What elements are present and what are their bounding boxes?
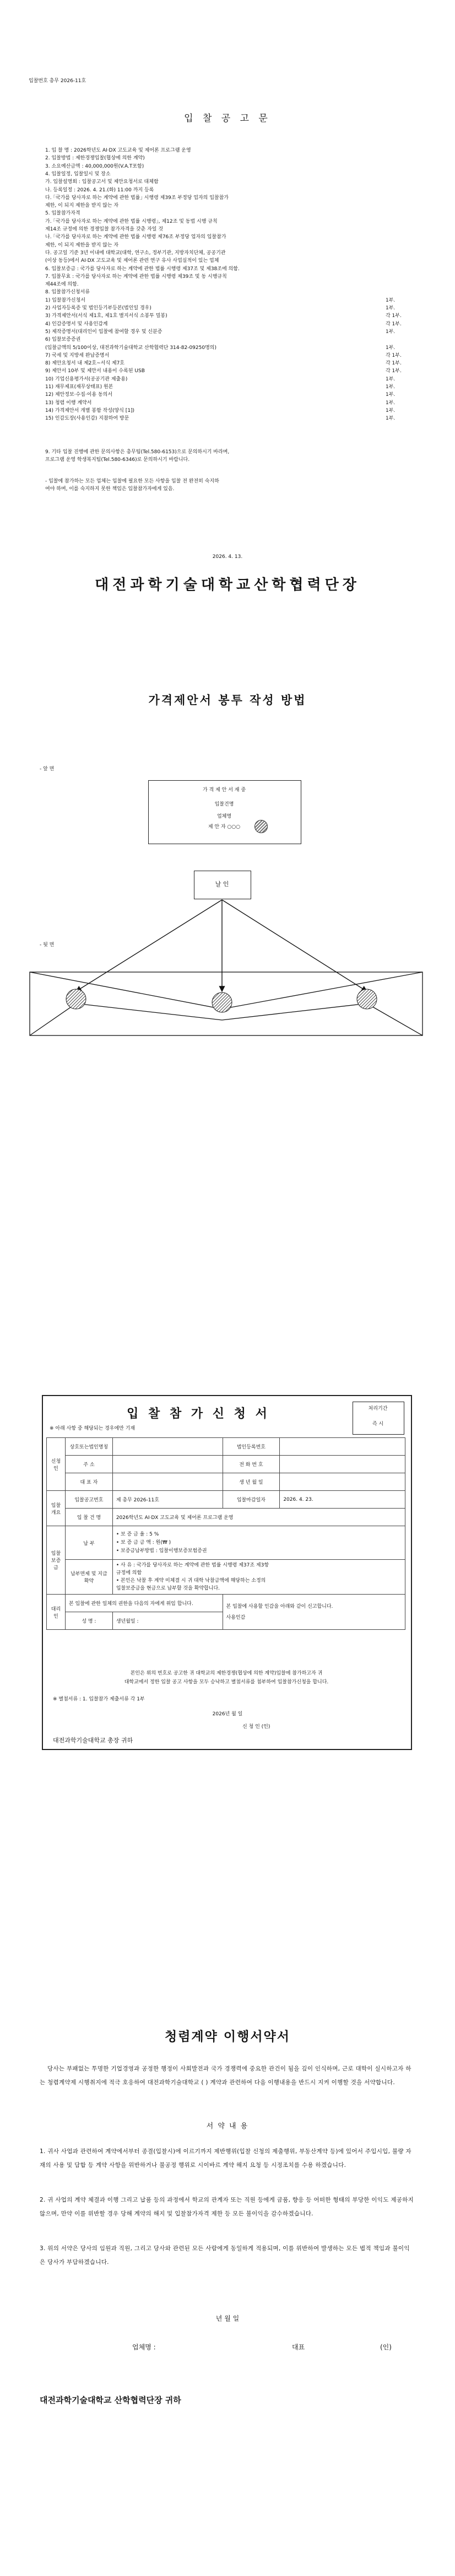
notice-title: 입 찰 공 고 문 (184, 113, 271, 124)
pledge-clause-1: 1. 귀사 사업과 관련하여 계약에서부터 종결(입찰시)에 이르기까지 제반행위(입찰 신청의 제출행위, 부동산계약 등)에 있어서 주입시입, 불량 자재의 사용 및 담합 등 계약 사항을 위반하거나 불공정 행위로 시이바르 계약 해지 요청 등 시정조치를 수용 하겠습니다. (40, 2148, 411, 2169)
pay-line: • 보 증 금 금 액 : 원(₩ ) (116, 1539, 171, 1545)
bid-date-value: 2026. 4. 23. (280, 1491, 405, 1509)
pledge-company-label: 업체명 : (132, 2343, 156, 2351)
seal-mark-left (66, 989, 86, 1009)
notice-item-count: 1부. (386, 329, 396, 335)
footnote-line-1: - 입찰에 참가하는 모든 업체는 입찰에 필요한 모든 사항을 입찰 전 완전히 숙지하 (45, 479, 219, 484)
notice-item-count: 1부. (386, 400, 396, 406)
bid-notice-section (0, 0, 455, 634)
notice-item: 다. ｢국가를 당사자로 하는 계약에 관한 법률｣ 시행령 제39조 부정당 업자의 입찰참가 (45, 195, 229, 201)
notice-item: 14) 가격제안서 개별 봉함 작성(양식 [1]) (45, 407, 135, 414)
notice-item: 나. 등록일정 : 2026. 4. 21.(화) 11:00 까지 등록 (45, 187, 154, 193)
pledge-date: 년 월 일 (215, 2315, 240, 2322)
pay-details (112, 1526, 405, 1560)
footnote-line-2: 여야 하며, 이를 숙지하지 못한 책임은 입찰참가자에게 있음. (45, 486, 175, 492)
biz-no-label: 법인등록번호 (223, 1438, 280, 1456)
notice-date: 2026. 4. 13. (212, 554, 243, 560)
front-bid-name: 입찰건명 (214, 802, 234, 807)
bid-name-label: 입 찰 건 명 (65, 1509, 112, 1526)
delegate-name-label: 성 명 : (65, 1612, 112, 1630)
agent-label: 대리인 (47, 1595, 66, 1630)
pledge-intro: 당사는 부패없는 투명한 기업경영과 공정한 행정이 사회발전과 국가 경쟁력에 중요한 관건이 됨을 깊이 인식하며, 근로 대학이 실시하고자 하는 청렴계약제 시행취지에 적극 호응하여 대전과학기술대학교 ( ) 계약과 관련하여 다음 이행내용을 반드시 지켜 이행할 것을 서약합니다. (40, 2065, 411, 2086)
front-label: - 앞 면 (40, 766, 55, 772)
guarantee-label: 입찰보증금 (47, 1526, 66, 1595)
notice-item: 나. ｢국가를 당사자로 하는 계약에 관한 법률 시행령 제76조 부정당 업자의 입찰참가 (45, 234, 226, 240)
notice-no-label: 입찰공고번호 (65, 1491, 112, 1509)
exempt-details (112, 1560, 405, 1595)
notice-item-count: 1부. (386, 384, 396, 390)
application-date: 2026년 월 일 (212, 1711, 243, 1717)
notice-item-count: 1부. (386, 376, 396, 382)
seal-note: 본 입찰에 사용할 인감을 아래와 같이 신고합니다. (226, 1603, 333, 1609)
notice-item: 9) 제안서 10부 및 제안서 내용이 수록된 USB (45, 368, 145, 374)
notice-item-count: 각 1부. (386, 352, 402, 358)
notice-item-count: 각 1부. (386, 361, 402, 367)
notice-item-count: 1부. (386, 305, 396, 311)
proc-value: 즉 시 (372, 1421, 384, 1427)
exempt-line: 규정에 의함 (116, 1570, 142, 1576)
notice-item: 제14조 규정에 의한 경쟁입찰 참가자격을 갖춘 자일 것 (45, 227, 164, 232)
notice-item: 제한, 이 되지 제한을 받지 않는 자 (45, 242, 119, 248)
pledge-clause-2: 2. 귀 사업의 계약 체결과 이행 그리고 납품 등의 과정에서 학교의 관계자 또는 직원 등에게 금품, 향응 등 어떠한 형태의 부당한 이익도 제공하지 않으며, 만약 이를 위반할 경우 당해 계약의 해지 및 입찰참가자격 제한 등 모든 불이익을 감수하겠습니다. (40, 2197, 414, 2217)
front-proposer: 제 안 자 ○○○ (208, 824, 241, 830)
exempt-label: 납부면제 및 지급확약 (65, 1560, 112, 1595)
biz-no-field[interactable] (280, 1438, 405, 1456)
notice-item: 15) 인감도장(사용인감) 지참하여 방문 (45, 416, 129, 422)
pledge-clause-3: 3. 위의 서약은 당사의 임원과 직원, 그리고 당사와 관련된 모든 사람에게 동일하게 적용되며, 이를 위반하여 발생하는 모든 법적 책임과 불이익은 당사가 부담하겠습니다. (40, 2245, 410, 2266)
notice-item-count: 각 1부. (386, 321, 402, 327)
pay-label: 납 부 (65, 1526, 112, 1560)
attachment-line: ※ 별첨서류 : 1. 입찰참가 제출서류 각 1부 (53, 1697, 145, 1702)
pledge-subtitle: 서 약 내 용 (206, 2122, 249, 2130)
body-line: 본인은 위의 번호로 공고한 귀 대학교의 제한경쟁(협상에 의한 계약)입찰에 참가하고자 귀 (130, 1671, 323, 1676)
front-seal-stamp (254, 820, 268, 833)
pledge-seal-mark: (인) (380, 2343, 392, 2351)
notice-item: 제44조에 의함. (45, 282, 79, 288)
notice-item: 3) 가격제안서(서식 제1호, 제1호 별지서식 소봉투 밀봉) (45, 313, 167, 319)
notice-item: 7. 입찰무효 : 국가를 당사자로 하는 계약에 관한 법률 시행령 제39조 및 동 시행규칙 (45, 273, 227, 280)
notice-item: 8) 제안요청서 내 제2호~서식 제7호 (45, 361, 125, 367)
bid-name-value: 2026학년도 AI·DX 고도교육 및 제어론 프로그램 운영 (112, 1509, 405, 1526)
application-section (0, 1296, 455, 1957)
front-company: 업체명 (216, 814, 232, 819)
company-name-field[interactable] (112, 1438, 223, 1456)
application-recipient: 대전과학기술대학교 총장 귀하 (53, 1737, 133, 1744)
notice-item: 4. 입찰일정, 입찰일시 및 장소 (45, 171, 111, 177)
back-label: - 뒷 면 (40, 942, 55, 948)
notice-item: 1. 입 찰 명 : 2026학년도 AI·DX 고도교육 및 제어론 프로그램 운영 (45, 148, 191, 153)
notice-item: 5) 제작증명서(대리인이 입찰에 참여할 경우 및 신분증 (45, 329, 162, 335)
phone-label: 전 화 번 호 (223, 1456, 280, 1473)
envelope-back-diagram (0, 866, 455, 1053)
notice-item: 10) 기업신용평가서(공공기관 제출용) (45, 376, 128, 382)
arrow-left (76, 900, 222, 991)
notice-item: 가. 입찰설명회 : 입찰공고서 및 제안요청서로 대체함 (45, 179, 159, 185)
notice-item-count: 1부. (386, 416, 396, 422)
notice-item-count: 1부. (386, 297, 396, 303)
ceo-field[interactable] (112, 1473, 223, 1491)
envelope-title: 가격제안서 봉투 작성 방법 (148, 694, 307, 707)
phone-field[interactable] (280, 1456, 405, 1473)
notice-item: 6. 입찰보증금 : 국가를 당사자로 하는 계약에 관한 법률 시행령 제37조 및 제38조에 의함. (45, 266, 240, 272)
pledge-section (0, 1957, 455, 2576)
body-line: 대학교에서 정한 입찰 공고 사항을 모두 승낙하고 별첨서류를 첨부하여 입찰참가신청을 합니다. (124, 1679, 329, 1685)
notice-item: 13) 청렴 이행 계약서 (45, 400, 92, 406)
address-field[interactable] (112, 1456, 223, 1473)
notice-organization: 대전과학기술대학교산학협력단장 (95, 577, 360, 593)
exempt-line: • 본인은 낙찰 후 계약 미체결 시 귀 대학 낙찰금액에 해당하는 소정의 (116, 1578, 266, 1584)
seal-declaration (223, 1595, 405, 1630)
exempt-line: • 사 유 : 국가를 당사자로 하는 계약에 관한 법률 시행령 제37조 제3항 (116, 1563, 269, 1568)
bid-overview-label: 입찰개요 (47, 1491, 66, 1526)
contact-line-1: 9. 기타 입찰 진행에 관한 문의사항은 총무팀(Tel.580-6153)으로 문의하시기 바라며, (45, 449, 230, 455)
notice-item: (입찰금액의 5/100이상, 대전과학기술대학교 산학협력단 314-82-09250명의) (45, 345, 216, 351)
notice-number: 입찰번호 총무 2026-11호 (29, 78, 86, 84)
notice-item: 4) 인감증명서 및 사용인감계 (45, 321, 108, 327)
notice-item: 가. ｢국가를 당사자로 하는 계약에 관한 법률 시행령｣, 제12조 및 동법 시행 규칙 (45, 218, 218, 224)
applicant-label: 신청인 (47, 1438, 66, 1491)
birth-field[interactable] (280, 1473, 405, 1491)
notice-item: 6) 입찰보증증권 (45, 337, 81, 343)
application-body (53, 1669, 400, 1687)
notice-item: (이상 동등)에서 AI·DX 고도교육 및 제어론 관련 연구 유사 사업실적이 있는 업체 (45, 258, 219, 264)
notice-item: 다. 공고일 기준 3년 이내에 대학교(대학, 연구소, 정부기관, 지방자치단체, 공공기관 (45, 250, 226, 256)
bid-date-label: 입찰마감일자 (223, 1491, 280, 1509)
seal-label: 날 인 (215, 881, 229, 888)
birth-label: 생 년 월 일 (223, 1473, 280, 1491)
pay-line: • 보 증 금 율 : 5 % (116, 1531, 159, 1537)
notice-item-count: 각 1부. (386, 313, 402, 319)
delegate-birth-label: 생년월일 : (112, 1612, 223, 1630)
seal-label: 사용인감 (226, 1614, 246, 1620)
notice-item: 7) 국세 및 지방세 완납증명서 (45, 352, 110, 358)
seal-mark-center (212, 992, 232, 1012)
company-name-label: 상호또는법인명칭 (65, 1438, 112, 1456)
application-note: ※ 아래 사항 중 해당되는 경우에만 기재 (50, 1426, 136, 1431)
notice-item: 2) 사업자등록증 및 법인등기부등본(법인일 경우) (45, 305, 151, 311)
proc-label: 처리기간 (368, 1406, 388, 1412)
exempt-line: 입찰보증금을 현금으로 납부할 것을 확약합니다. (116, 1586, 220, 1591)
address-label: 주 소 (65, 1456, 112, 1473)
front-title: 가 격 제 안 서 재 중 (202, 787, 246, 793)
seal-mark-right (357, 989, 377, 1009)
pledge-recipient: 대전과학기술대학교 산학협력단장 귀하 (40, 2395, 181, 2405)
application-title: 입 찰 참 가 신 청 서 (127, 1407, 270, 1421)
pay-line: • 보증금납부방법 : 입찰이행보증보험증권 (116, 1548, 207, 1554)
notice-item-count: 1부. (386, 407, 396, 414)
contact-line-2: 프로그램 운영 학생복지팀(Tel.580-6346)로 문의하시기 바랍니다. (45, 457, 190, 463)
notice-item: 8. 입찰참가신청서류 (45, 289, 90, 296)
pledge-title: 청렴계약 이행서약서 (165, 2030, 290, 2044)
notice-item: 1) 입찰참가신청서 (45, 297, 85, 303)
notice-item-count: 각 1부. (386, 368, 402, 374)
notice-item: 제한, 이 되지 제한을 받지 않는 자 (45, 203, 119, 209)
delegation-text: 본 입찰에 관한 일체의 권한을 다음의 자에게 위임 합니다. (65, 1595, 223, 1612)
application-table (46, 1437, 405, 1630)
envelope-section (0, 634, 455, 1296)
notice-item: 5. 입찰참가자격 (45, 211, 80, 217)
notice-item-count: 1부. (386, 392, 396, 398)
notice-no-value: 제 총무 2026-11호 (112, 1491, 223, 1509)
notice-item-count: 1부. (386, 345, 396, 351)
application-signer: 신 청 인 (인) (242, 1724, 270, 1730)
arrow-right (222, 900, 367, 991)
notice-item: 11) 재무제표(재무상태표) 원본 (45, 384, 113, 390)
notice-item: 2. 입찰방법 : 제한경쟁입찰(협상에 의한 계약) (45, 155, 145, 162)
notice-item: 3. 소요예산금액 : 40,000,000원(V.A.T포함) (45, 163, 144, 169)
pledge-rep-label: 대표 (292, 2343, 305, 2351)
notice-item: 12) 제안정보·수집·이용 동의서 (45, 392, 113, 398)
ceo-label: 대 표 자 (65, 1473, 112, 1491)
